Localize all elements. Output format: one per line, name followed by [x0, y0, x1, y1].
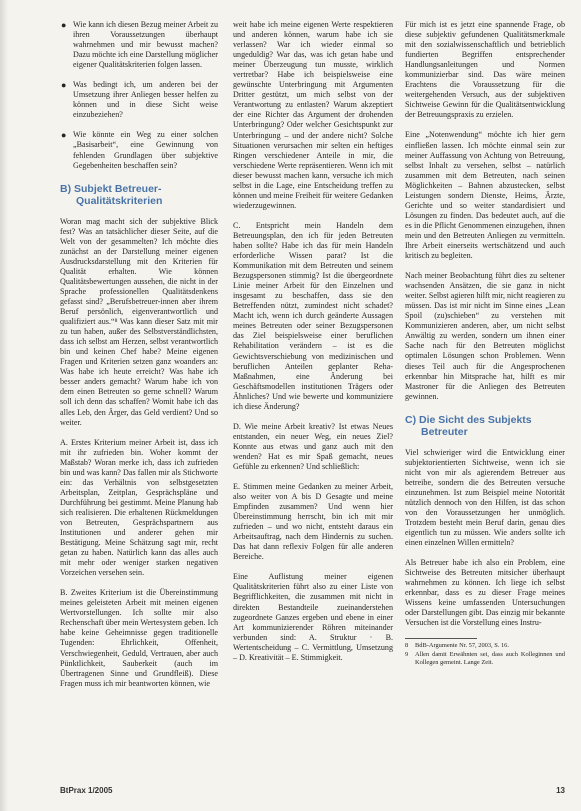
journal-issue: BtPrax 1/2005 — [60, 786, 113, 795]
question-text: Wie könnte ein Weg zu einer solchen „Basisarbeit“, eine Gewinnung von fehlenden Grundlagen über subjektive Gegebenheiten beschaffen sein? — [73, 130, 218, 170]
bullet-icon: ● — [61, 20, 67, 30]
column-2 — [233, 20, 393, 673]
body-paragraph: Eine „Notenwendung“ möchte ich hier gern einfließen lassen. Ich möchte einmal sein zur meiner Auffassung von Achtung von Betreuung, selbst Inhalt zu versehen, selbst – natürlich zusammen mit dem Betreuten, nach seinen Möglichkeiten – Bahnen abzustecken, selbst Leistungen sondern Dienste, Heims, Ärzte, Gerichte und so weiter standardisiert und Lösungen zu finden. Das bedeutet auch, auf die es in die Pflicht Genommenen einzugehen, ihnen mein und den Betreuten Anliegen zu vermitteln. Ihre Arbeit einerseits wertschätzend und auch kritisch zu begleiten. — [405, 130, 565, 261]
column-1 — [60, 20, 218, 699]
section-heading-c — [405, 414, 565, 438]
question-item — [60, 130, 218, 170]
section-heading-b — [60, 183, 218, 207]
question-item — [60, 80, 218, 120]
footnotes — [405, 642, 565, 667]
heading-line: Betreuter — [421, 425, 468, 438]
body-paragraph: Eine Auflistung meiner eigenen Qualitätskriterien führt also zu einer Liste von Begrifflichkeiten, die zusammen mit nicht in direkten Bestandteile zueinanderstehen zugeordnete Ganzes ergeben und ebene in einer Art kommunizierender Röhren miteinander verbunden sind: A. Struktur · B. Wertentscheidung – C. Vermittlung, Umsetzung – D. Kreativität – E. Stimmigkeit. — [233, 572, 393, 662]
body-paragraph: Woran mag macht sich der subjektive Blick fest? Was an tatsächlicher dieser Seite, auf die Welt von der gesammelten? Ich möchte dies zunächst an der Darstellung meiner eigenen Ausdrucksdarstellung mit den Kriterien für Qualität erhalten. Wie können Qualitätsbewertungen aussehen, die nicht in der Sprache professionellen Qualitätsdenkens gefasst sind? „Berufsbetreuer-innen aber ihrem Beruf persönlich, eigenverantwortlich und qualifiziert aus.“⁸ Was kann dieser Satz mit mir zu tun haben, außer des Selbstverständlichsten, dass ich selbst am Herzen, selbst verantwortlich bin und keinen Chef habe? Meine eigenen Fragen und Kriterien setzen ganz woanders an: Was habe ich heute erreicht? Was habe ich besser anders gemacht? Warum habe ich von dem einen Betreuten so gerne schnell? Warum soll ich denn das schaffen? Womit habe ich das alles Leb, den Ärger, das Geld verdient? Und so weiter. — [60, 216, 218, 427]
body-paragraph: Viel schwieriger wird die Entwicklung einer subjektorientierten Sichtweise, wenn ich sie nicht von mir als agierendem Betreuer aus betreibe, sondern die des Betreuten versuche einzunehmen. Ist zum Beispiel meine Notorität nützlich dennoch von den Hilfen, ist das schon von den Voraussetzungen her unmöglich. Trotzdem besteht mein Beruf darin, genau dies eigentlich tun zu müssen. Wie anders sollte ich einen einzelnen Willen ermitteln? — [405, 447, 565, 548]
bullet-icon: ● — [61, 130, 67, 141]
question-text: Wie kann ich diesen Bezug meiner Arbeit zu ihren Voraussetzungen überhaupt wahrnehmen und mir bewusst machen? Dazu möchte ich eine Darstellung möglicher eigener Qualitätskriterien folgen lassen. — [73, 20, 218, 70]
body-paragraph: Nach meiner Beobachtung führt dies zu seltener wachsenden Ansätzen, die sie ganz in nicht weiter. Selbst agieren hilft mir, nicht reagieren zu müssen. Das ist mir nicht im Sinne eines „Lean Spoil (zu)schieben“ zu verstehen mit Kommunizieren anderen, aber, um nicht selbst Anwältig zu werden, sondern um ihnen einer Sache nach für den Betreuten möglichst optimalen Lösungen schon Problemen. Wenn dieses Teil auch für die Angesprochenen erkennbar hin Mitsprache hat, hilft es mir Mastroner für die Anliegen des Betreuten gewinnen. — [405, 271, 565, 401]
heading-line: Qualitätskriterien — [76, 194, 163, 207]
question-item — [60, 20, 218, 70]
footnote-number: 8 — [405, 642, 409, 650]
question-list — [60, 20, 218, 171]
footnote — [405, 651, 565, 667]
body-paragraph: Für mich ist es jetzt eine spannende Frage, ob diese subjektiv gefundenen Qualitätsmerkmale mit den sozialwissenschaftlich und betrieblich fundierten Begriffen entsprechender Handlungsanleitungen und Normen kommunizierbar sind. Das wäre meinen Erachtens die Voraussetzung für die weitergehenden Versuch, aus der subjektiven Sichtweise Gewinn für die Qualitätsentwicklung der Betreuungspraxis zu erzielen. — [405, 20, 565, 120]
body-paragraph: Als Betreuer habe ich also ein Problem, eine Sichtweise des Betreuten mitsicher überhaupt wahrnehmen zu können. Ich liege ich selbst erkennbar, dass es zu dieser Frage meines Wissens keine umfassenden Untersuchungen oder Darstellungen gibt. Das einzig mir bekannte Versuchen ist die Vorstellung eines Instru- — [405, 558, 565, 628]
heading-line: C) Die Sicht des Subjekts — [405, 413, 532, 426]
footnote — [405, 642, 565, 650]
footnote-number: 9 — [405, 651, 409, 659]
footnote-text: Allen damit Erwähnten sei, dass auch Kolleginnen und Kollegen gemeint. Lange Zeit. — [415, 651, 565, 667]
page-number: 13 — [556, 786, 565, 795]
bullet-icon: ● — [61, 80, 67, 91]
question-text: Was bedingt ich, um anderen bei der Umsetzung ihrer Anliegen besser helfen zu können und in diese Sicht weise einzubeziehen? — [73, 80, 218, 120]
body-paragraph: A. Erstes Kriterium meiner Arbeit ist, dass ich mit ihr zufrieden bin. Woher kommt der Maßstab? Woran merke ich, dass ich zufrieden bin und was kann? Das fallen mir als Stichworte ein: das Verhältnis von selbstgesetzten Arbeitsplan, Zeitplan, Gesprächspläne und Durchführung bei gestimmt. Meine Planung hab sich realisieren. Die erhaltenen Rückmeldungen von Betreuten, Gesprächspartnern aus Institutionen und anderer gehen mir Bestätigung. Meine Schätzung sagt mir, recht getan zu haben. Natürlich kann das alles auch mit mehr oder weniger starken negativen Vorzeichen versehen sein. — [60, 437, 218, 578]
body-paragraph: E. Stimmen meine Gedanken zu meiner Arbeit, also weiter von A bis D Gesagte und meine Empfinden zusammen? Und wenn hier Übereinstimmung herrscht, bin ich mit mir zufrieden – und wo nicht, entsteht daraus ein Arbeitsauftrag, nach dem Hindernis zu suchen. Das hat dann reflexiv Folgen für alle anderen Bereiche. — [233, 482, 393, 562]
heading-line: B) Subjekt Betreuer- — [60, 182, 162, 195]
body-paragraph: D. Wie meine Arbeit kreativ? Ist etwas Neues entstanden, ein neuer Weg, ein neues Ziel? Konnte aus etwas und ganz auch mit den wenden? Hat es mir Spaß gemacht, neues Gefühle zu erkennen? Und schließlich: — [233, 421, 393, 471]
body-paragraph: B. Zweites Kriterium ist die Übereinstimmung meines geleisteten Arbeit mit meinen eigenen Wertvorstellungen. Ich sollte mir also Rechenschaft über mein Wertesystem geben. Ich habe keine Geheimnisse gegen traditionelle Tugenden: Ehrlichkeit, Offenheit, Verschwiegenheit, Geduld, Vertrauen, aber auch Pünktlichkeit, Sauberkeit (auch im Übertragenen Sinne und Grundfleiß). Diese Fragen muss ich mir beantworten können, wie — [60, 588, 218, 688]
page-footer — [60, 786, 565, 795]
body-paragraph: weit habe ich meine eigenen Werte respektieren und anderen können, warum habe ich sie verlassen? War ich wieder einmal so ungeduldig? War das, was ich getan habe und meiner Überzeugung tun musste, wirklich vertretbar? Habe ich beispielsweise eine gewünschte Unterbringung mit Argumenten Dritter gestützt, um mich selbst von der Verantwortung zu entlasten? Warum akzeptiert der eine Richter das Argument der drohenden Unterbringung? Oder welcher Gesichtspunkt zur Unterbringung – und der andere nicht? Solche Situationen verursachen mir selten ein heftiges Ringen verschiedener Anteile in mir, die verschiedene Werte repräsentieren. Wenn ich mit dieser bewusst machen kann, versuche ich mich selbst in die Lage, eine Entscheidung treffen zu können und meine Freiheit für weitere Gedanken wiederzugewinnen. — [233, 20, 393, 210]
body-paragraph: C. Entspricht mein Handeln dem Betreuungsplan, den ich für jeden Betreuten haben sollte? Habe ich das für mein Handeln erforderliche Wissen parat? Ist die Kommunikation mit dem Betreuten und seinem Bezugspersonen stimmig? Ist die übergeordnete Linie meiner Arbeit für den Einzelnen und insgesamt zu beschaffen, dass sie den Betreffenden nützt, zumindest nicht schadet? Macht ich, wenn ich durch geänderte Aussagen meines Betreuten oder seiner Bezugspersonen das Ziel beispielsweise einer beruflichen Rehabilitation verändern – ist es die Gewichtsverschiebung von medizinischen und beruflichen Anteilen geplanter Reha-Maßnahmen, eine Änderung bei Geschäftsmodellen institutionen Trägers oder Ähnliches? Und wie bewerte und kommuniziere ich diese Änderung? — [233, 220, 393, 411]
page-fold-shadow — [0, 0, 8, 811]
footnote-text: BdB-Argumente Nr. 57, 2003, S. 16. — [415, 642, 509, 650]
column-3 — [405, 20, 565, 668]
